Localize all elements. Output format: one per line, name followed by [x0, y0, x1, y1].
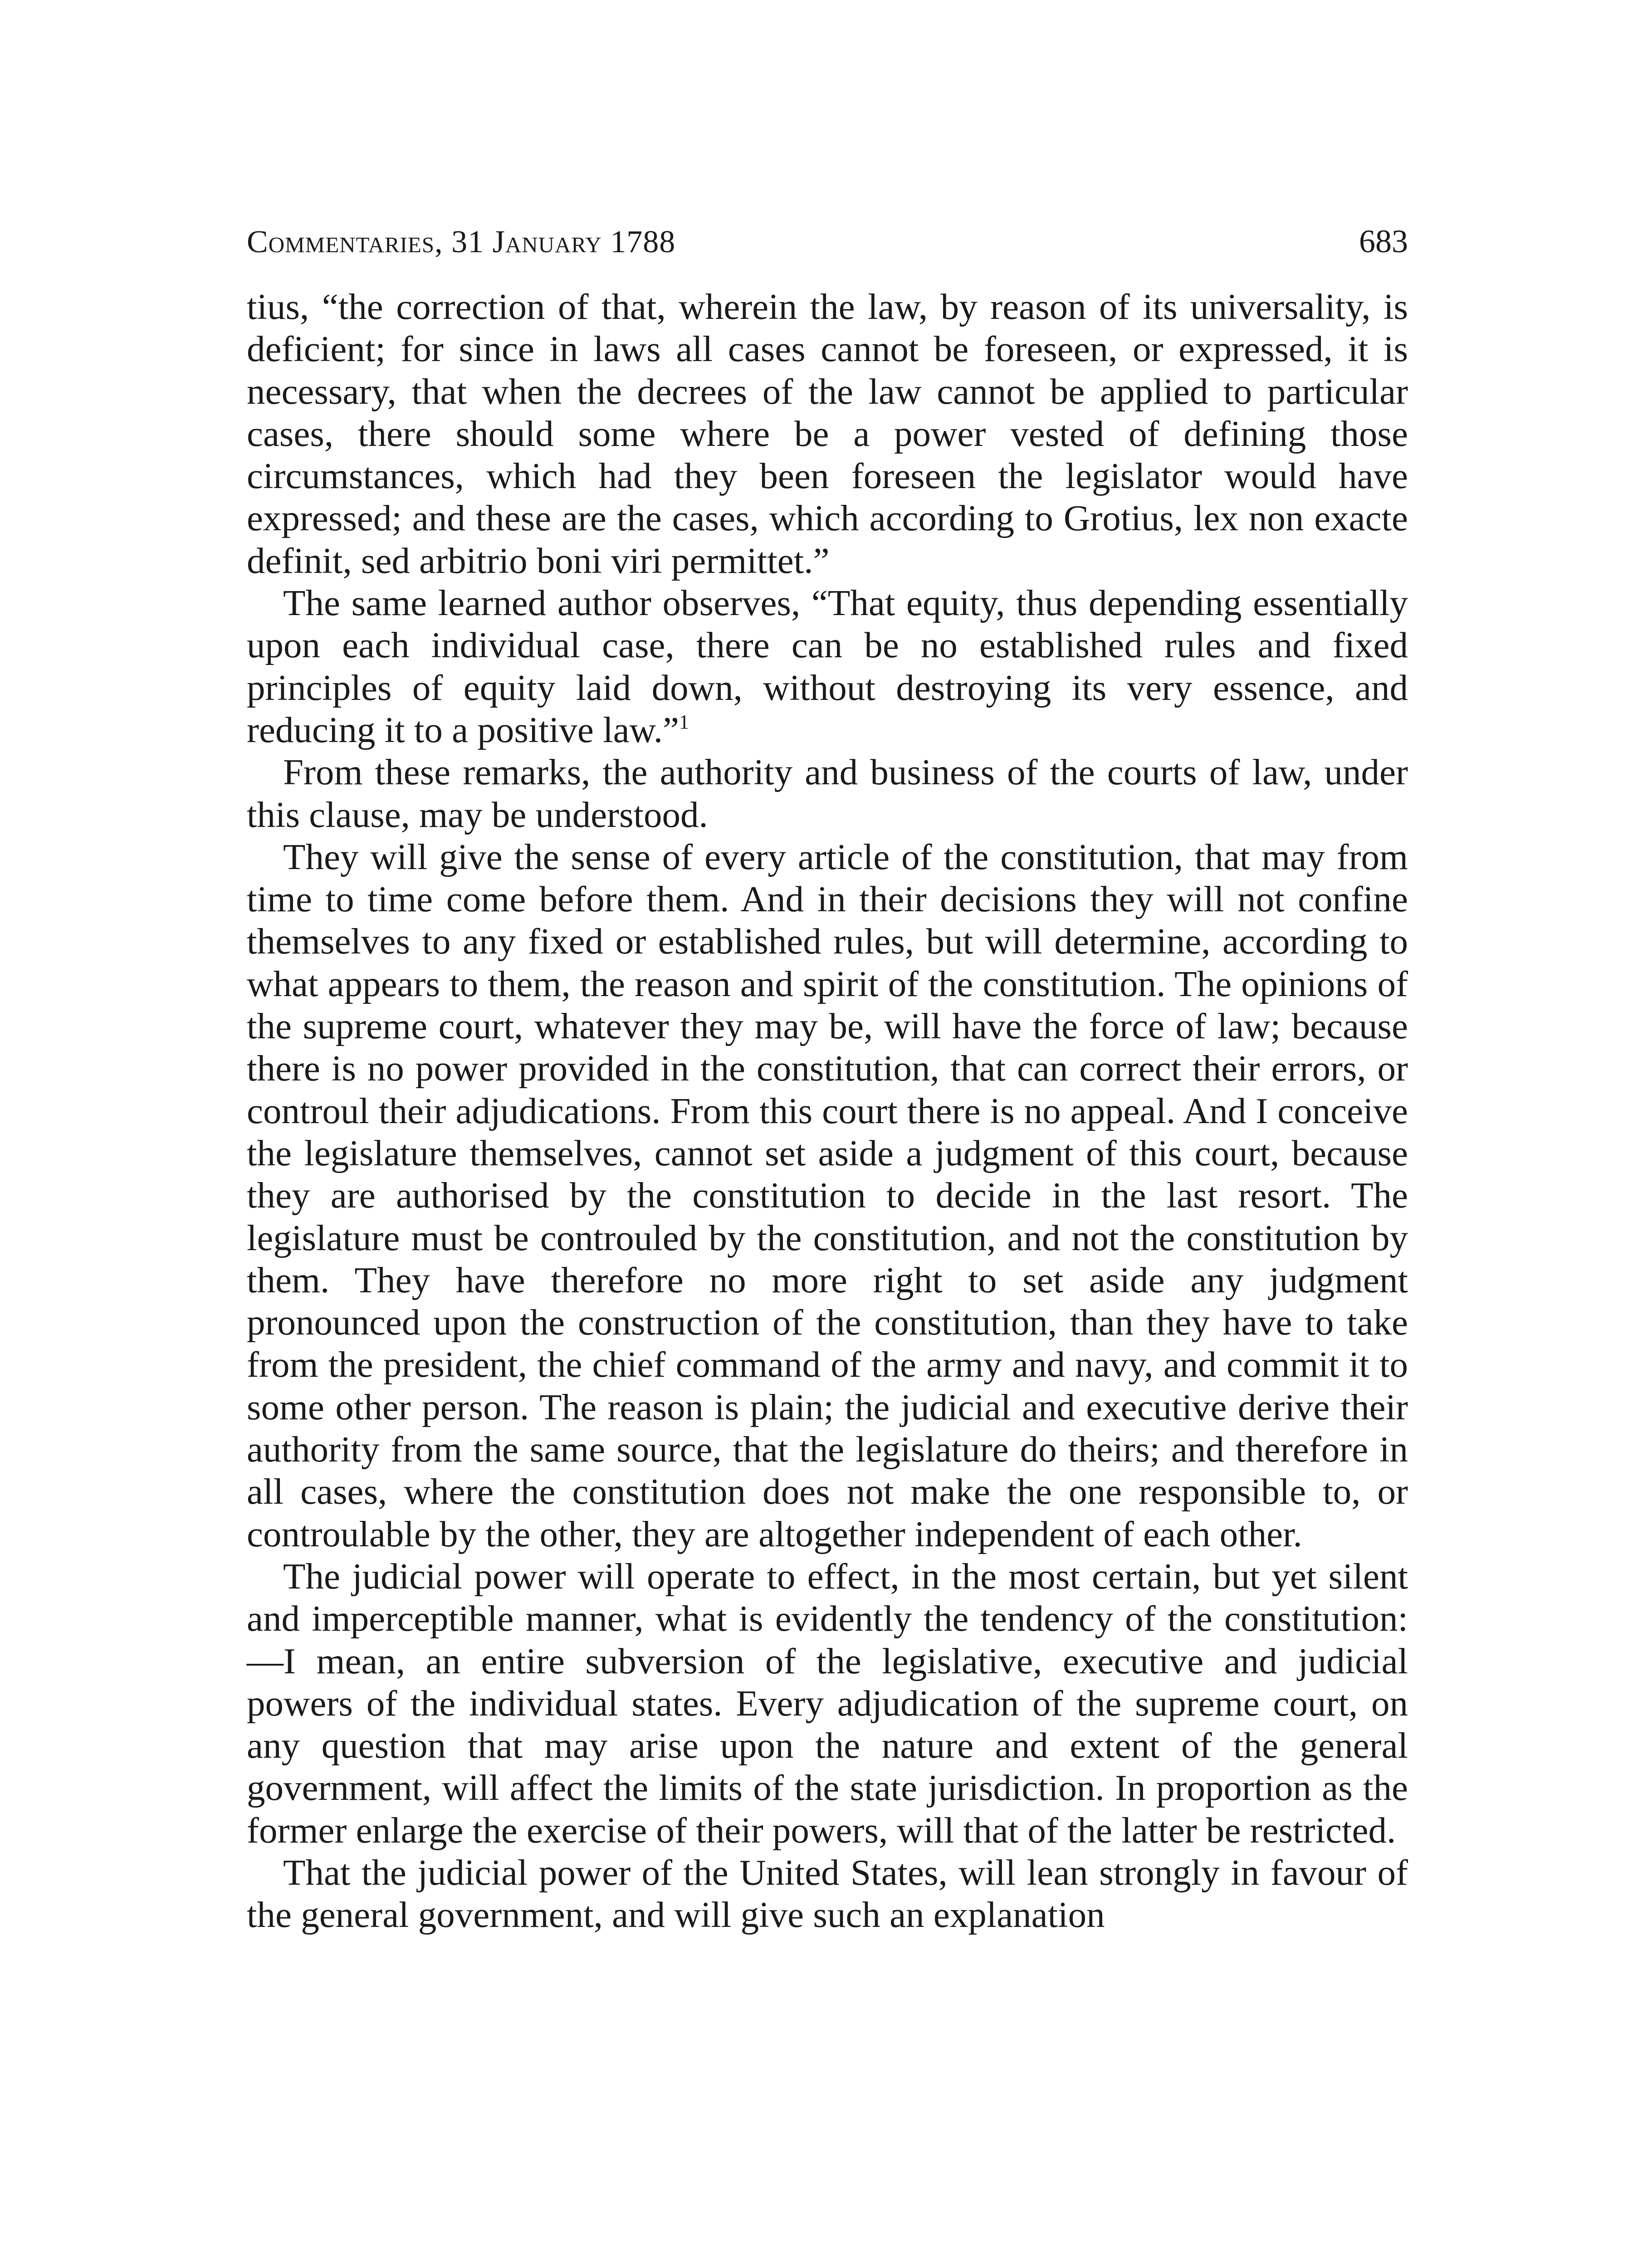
paragraph — [247, 582, 1408, 751]
body-text — [247, 286, 1408, 2191]
paragraph-continued — [247, 286, 1408, 582]
paragraph-text: tius, “the correction of that, wherein the law, by reason of its universality, is deficient; for since in laws all cases cannot be foreseen, or expressed, it is necessary, that when the decrees of the law cannot be applied to particular cases, there should some where be a power vested of defining those circumstances, which had they been foreseen the legislator would have expressed; and these are the cases, which according to Grotius, lex non exacte definit, sed arbitrio boni viri permittet.” — [247, 286, 1408, 581]
paragraph-text: They will give the sense of every article of the constitution, that may from time to time come before them. And in their decisions they will not confine themselves to any fixed or established rules, but will determine, according to what appears to them, the reason and spirit of the constitution. The opinions of the supreme court, whatever they may be, will have the force of law; because there is no power provided in the constitution, that can correct their errors, or controul their adjudications. From this court there is no appeal. And I conceive the legislature themselves, cannot set aside a judgment of this court, because they are authorised by the constitution to decide in the last resort. The legislature must be controuled by the constitution, and not the constitution by them. They have therefore no more right to set aside any judgment pronounced upon the construction of the constitution, than they have to take from the president, the chief command of the army and navy, and commit it to some other person. The reason is plain; the judicial and executive derive their authority from the same source, that the legislature do theirs; and therefore in all cases, where the constitution does not make the one responsible to, or controulable by the other, they are altogether independent of each other. — [247, 836, 1408, 1554]
running-head — [247, 221, 1408, 262]
paragraph — [247, 1852, 1408, 1936]
paragraph — [247, 751, 1408, 836]
running-title: Commentaries, 31 January 1788 — [247, 225, 676, 259]
paragraph-text: The judicial power will operate to effect, in the most certain, but yet silent and imperceptible manner, what is evidently the tendency of the constitution:—I mean, an entire subversion of the legislative, executive and judicial powers of the individual states. Every adjudication of the supreme court, on any question that may arise upon the nature and extent of the general government, will affect the limits of the state jurisdiction. In proportion as the former enlarge the exercise of their powers, will that of the latter be restricted. — [247, 1555, 1408, 1851]
paragraph-text: The same learned author observes, “That equity, thus depending essentially upon each individual case, there can be no established rules and fixed principles of equity laid down, without destroying its very essence, and reducing it to a positive law.” — [247, 582, 1408, 750]
paragraph — [247, 1555, 1408, 1852]
footnote-reference: 1 — [679, 710, 689, 733]
page-number: 683 — [1359, 223, 1408, 259]
paragraph-text: From these remarks, the authority and business of the courts of law, under this clause, may be understood. — [247, 752, 1408, 835]
paragraph — [247, 836, 1408, 1555]
paragraph-text: That the judicial power of the United States, will lean strongly in favour of the general government, and will give such an explanation — [247, 1852, 1408, 1936]
